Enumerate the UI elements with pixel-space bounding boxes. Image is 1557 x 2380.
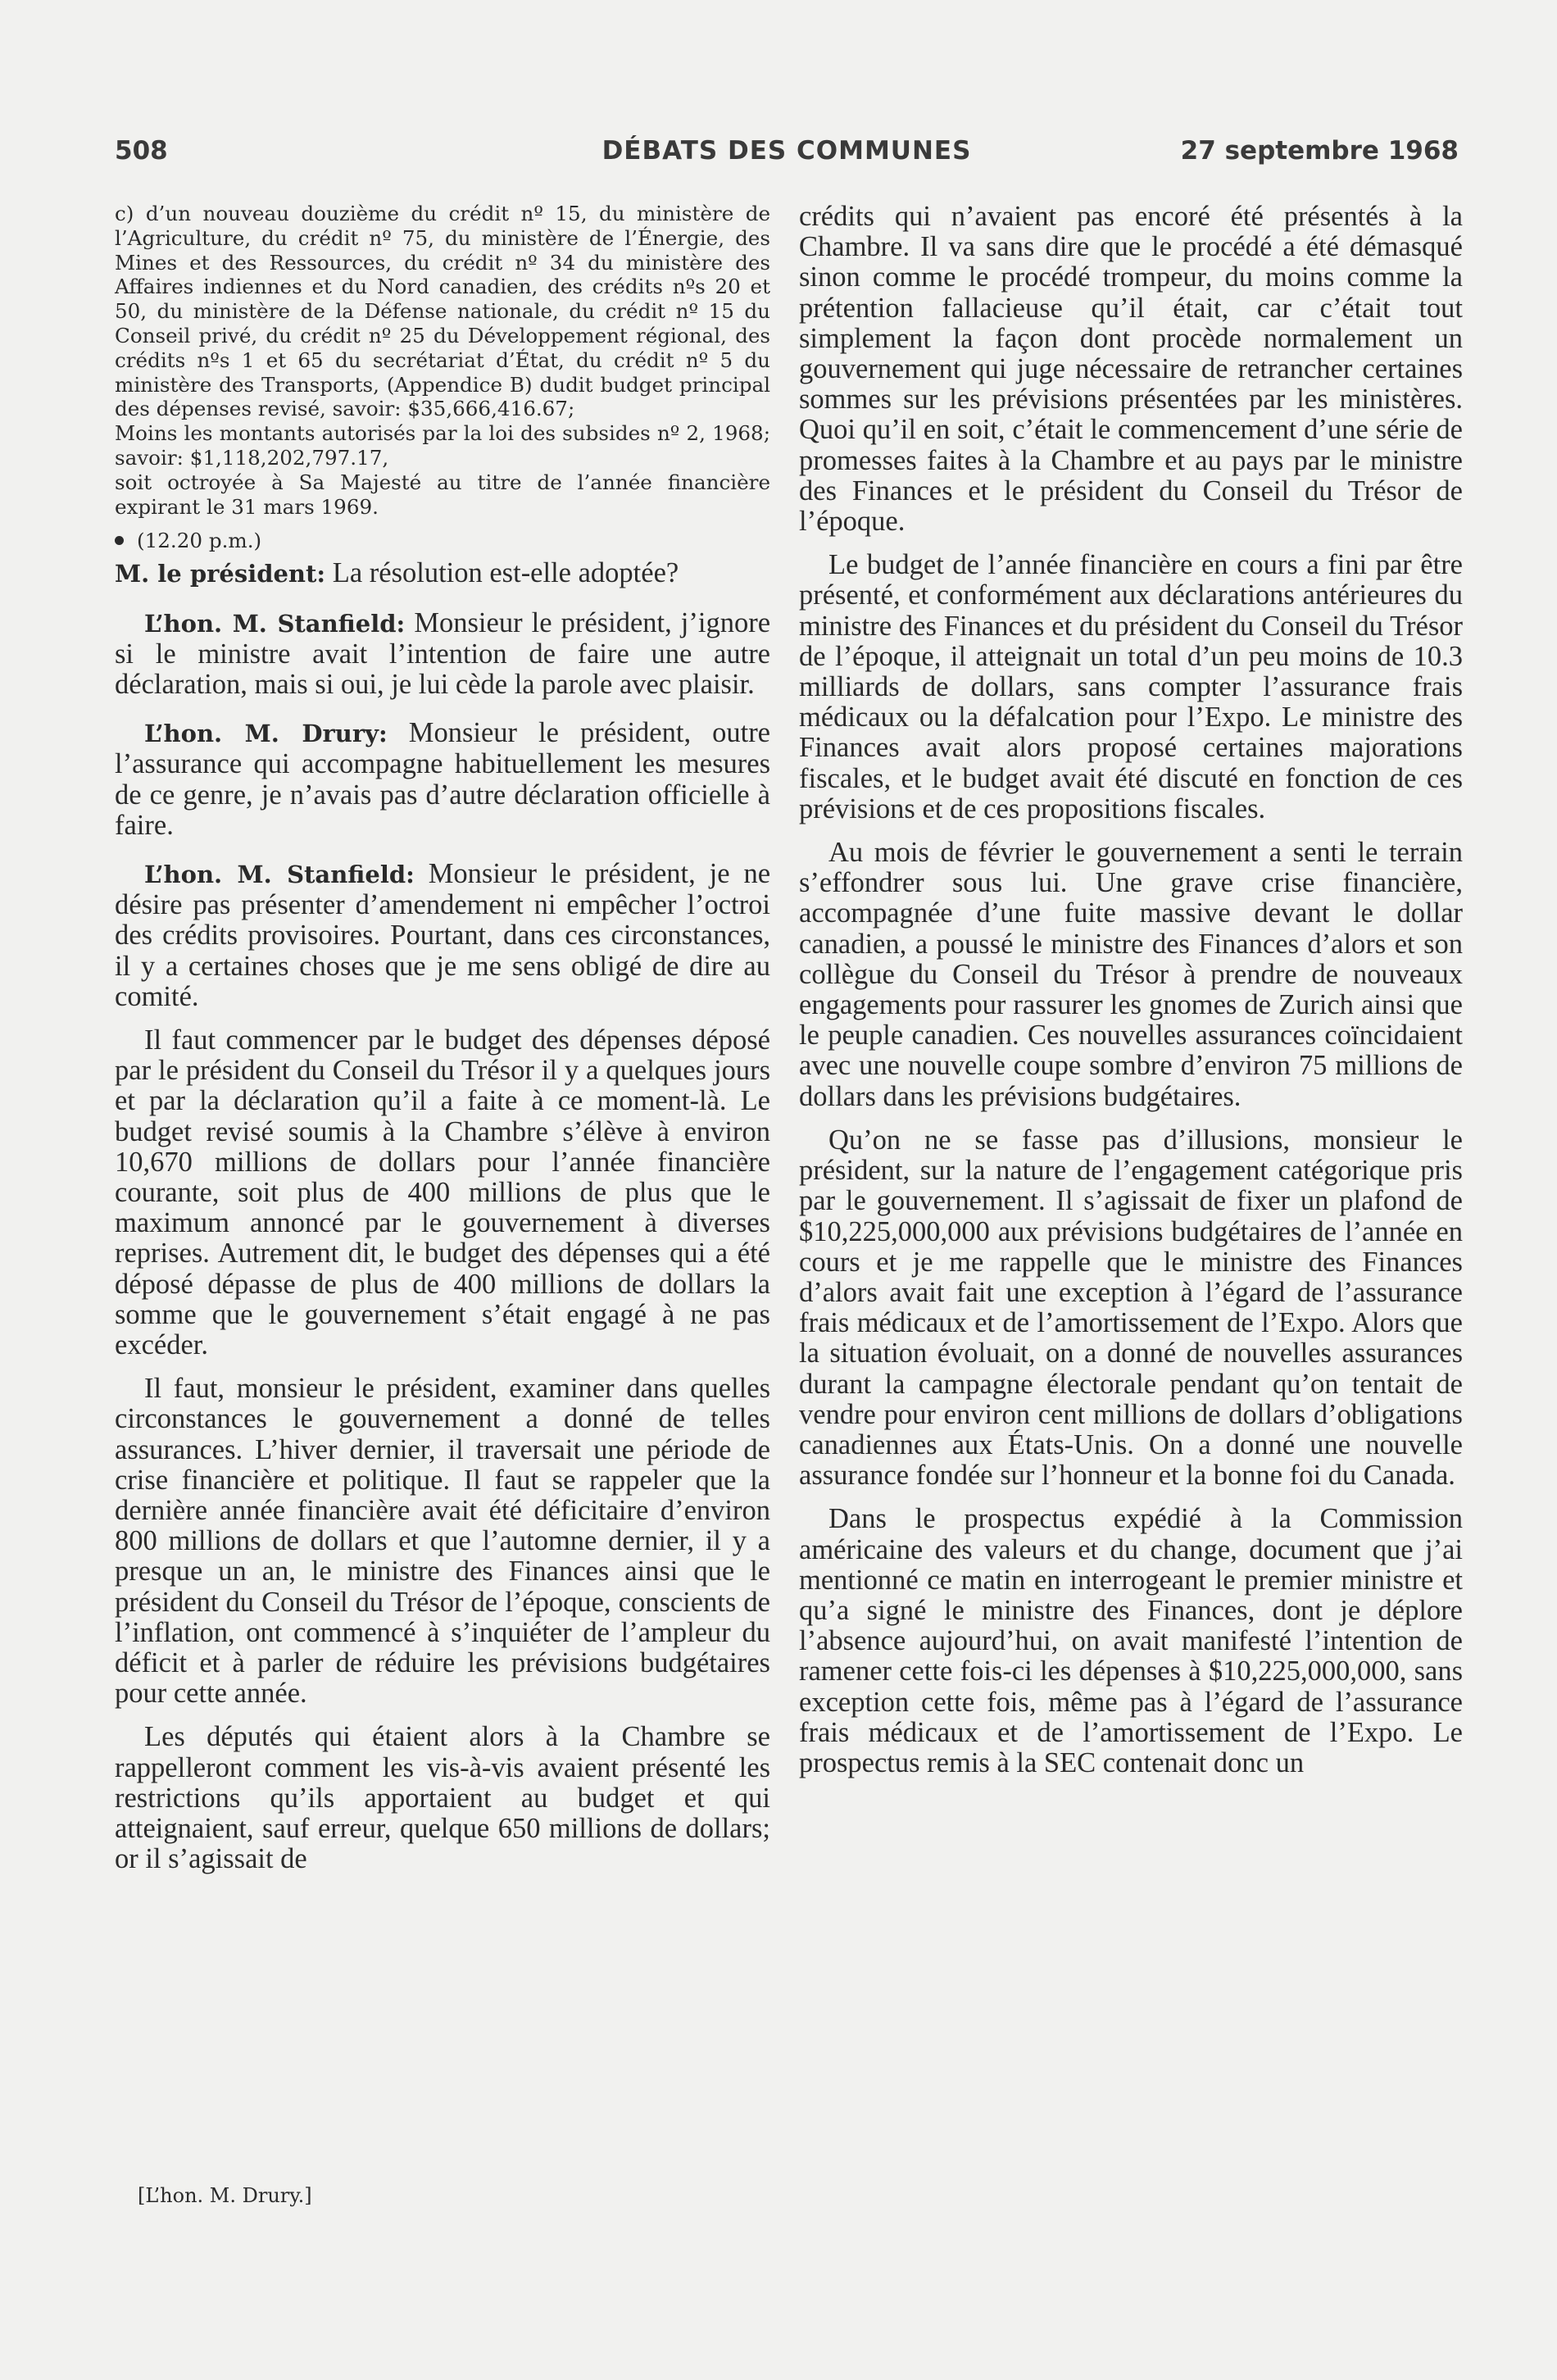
publication-title: DÉBATS DES COMMUNES (601, 136, 972, 166)
speech-text: Monsieur le président, outre l’assurance qui accompagne habituellement les mesures de ce genre, je n’avais pas d’autre déclaration officielle à faire. (115, 717, 770, 841)
resolution-deduction: Moins les montants autorisés par la loi des subsides nº 2, 1968; savoir: $1,118,202,797.17, (115, 421, 770, 470)
paragraph: Au mois de février le gouvernement a senti le terrain s’effondrer sous lui. Une grave crise financière, accompagnée d’une fuite massive devant le dollar canadien, a poussé le ministre des Finances d’alors et son collègue du Conseil du Trésor à prendre de nouveaux engagements pour rassurer les gnomes de Zurich ainsi que le peuple canadien. Ces nouvelles assurances coïncidaient avec une nouvelle coupe sombre d’environ 75 millions de dollars dans les prévisions budgétaires. (799, 837, 1463, 1112)
page-date: 27 septembre 1968 (1180, 136, 1459, 166)
paragraph: Il faut, monsieur le président, examiner dans quelles circonstances le gouvernement a donné de telles assurances. L’hiver dernier, il traversait une période de crise financière et politique. Il faut se rappeler que la dernière année financière avait été déficitaire d’environ 800 millions de dollars et que l’automne dernier, il y a presque un an, le ministre des Finances ainsi que le président du Conseil du Trésor de l’époque, conscients de l’inflation, ont commencé à s’inquiéter de l’ampleur du déficit et à parler de réduire les prévisions budgétaires pour cette année. (115, 1373, 770, 1710)
speech-text: La résolution est-elle adoptée? (332, 557, 679, 589)
paragraph: crédits qui n’avaient pas encoré été présentés à la Chambre. Il va sans dire que le procédé a été démasqué sinon comme le procédé trompeur, du moins comme la prétention fallacieuse qu’il était, car c’était tout simplement la façon dont procède normalement un gouvernement qui juge nécessaire de retrancher certaines sommes sur les prévisions présentées par les ministères. Quoi qu’il en soit, c’était le commencement d’une série de promesses faites à la Chambre et au pays par le ministre des Finances et le président du Conseil du Trésor de l’époque. (799, 201, 1463, 538)
page-header (115, 136, 1459, 177)
time-stamp (115, 529, 770, 553)
speech-text: Monsieur le président, j’ignore si le ministre avait l’intention de faire une autre déclaration, mais si oui, je lui cède la parole avec plaisir. (115, 606, 771, 700)
resolution-grant: soit octroyée à Sa Majesté au titre de l’année financière expirant le 31 mars 1969. (115, 470, 770, 519)
paragraph: Les députés qui étaient alors à la Chambre se rappelleront comment les vis-à-vis avaient présenté les restrictions qu’ils apportaient au budget et qui atteignaient, sauf erreur, quelque 650 millions de dollars; or il s’agissait de (115, 1721, 770, 1875)
speech-president (115, 558, 770, 589)
left-column (115, 202, 770, 1874)
bullet-icon (115, 536, 124, 545)
paragraph: Qu’on ne se fasse pas d’illusions, monsieur le président, sur la nature de l’engagement catégorique pris par le gouvernement. Il s’agissait de fixer un plafond de $10,225,000,000 aux prévisions budgétaires de l’année en cours et je me rappelle que le ministre des Finances d’alors avait fait une exception à l’égard de l’assurance frais médicaux et de l’amortissement de l’Expo. Alors que la situation évoluait, on a donné de nouvelles assurances durant la campagne électorale pendant qu’on tentait de vendre pour environ cent millions de dollars d’obligations canadiennes aux États-Unis. On a donné une nouvelle assurance fondée sur l’honneur et la bonne foi du Canada. (799, 1124, 1463, 1492)
time-text: (12.20 p.m.) (137, 529, 262, 553)
speaker-name: L’hon. M. Stanfield: (144, 860, 415, 888)
speaker-name: L’hon. M. Stanfield: (144, 609, 406, 638)
speaker-name: M. le président: (115, 560, 326, 588)
speech-drury (115, 718, 770, 841)
paragraph: Dans le prospectus expédié à la Commission américaine des valeurs et du change, document que j’ai mentionné ce matin en interrogeant le premier ministre et qu’a signé le ministre des Finances, dont je déplore l’absence aujourd’hui, on avait manifesté l’intention de ramener cette fois-ci les dépenses à $10,225,000,000, sans exception cette fois, même pas à l’égard de l’assurance frais médicaux et de l’amortissement de l’Expo. Le prospectus remis à la SEC contenait donc un (799, 1503, 1463, 1778)
speech-text: Monsieur le président, je ne désire pas présenter d’amendement ni empêcher l’octroi des crédits provisoires. Pourtant, dans ces circonstances, il y a certaines choses que je me sens obligé de dire au comité. (115, 857, 771, 1012)
speaker-name: L’hon. M. Drury: (144, 720, 388, 748)
page-number: 508 (115, 136, 168, 166)
right-column (799, 202, 1463, 1778)
speech-stanfield-1 (115, 608, 770, 701)
paragraph: Il faut commencer par le budget des dépenses déposé par le président du Conseil du Trésor il y a quelques jours et par la déclaration qu’il a faite à ce moment-là. Le budget revisé soumis à la Chambre s’élève à environ 10,670 millions de dollars pour l’année financière courante, soit plus de 400 millions de plus que le maximum annoncé par le gouvernement à diverses reprises. Autrement dit, le budget des dépenses qui a été déposé dépasse de plus de 400 millions de dollars la somme que le gouvernement s’était engagé à ne pas excéder. (115, 1024, 770, 1361)
paragraph: Le budget de l’année financière en cours a fini par être présenté, et conformément aux déclarations antérieures du ministre des Finances et du président du Conseil du Trésor de l’époque, il atteignait un total d’un peu moins de 10.3 milliards de dollars, sans compter l’assurance frais médicaux ou la défalcation pour l’Expo. Le ministre des Finances avait alors proposé certaines majorations fiscales, et le budget avait été discuté en fonction de ces prévisions et de ces propositions fiscales. (799, 549, 1463, 824)
speech-stanfield-2 (115, 859, 770, 1012)
speaker-attribution: [L’hon. M. Drury.] (138, 2184, 312, 2207)
resolution-item-c: c) d’un nouveau douzième du crédit nº 15, du ministère de l’Agriculture, du crédit nº 75, du ministère de l’Énergie, des Mines et des Ressources, du crédit nº 34 du ministère des Affaires indiennes et du Nord canadien, des crédits nºs 20 et 50, du ministère de la Défense nationale, du crédit nº 15 du Conseil privé, du crédit nº 25 du Développement régional, des crédits nºs 1 et 65 du secrétariat d’État, du crédit nº 5 du ministère des Transports, (Appendice B) dudit budget principal des dépenses revisé, savoir: $35,666,416.67; (115, 202, 770, 421)
